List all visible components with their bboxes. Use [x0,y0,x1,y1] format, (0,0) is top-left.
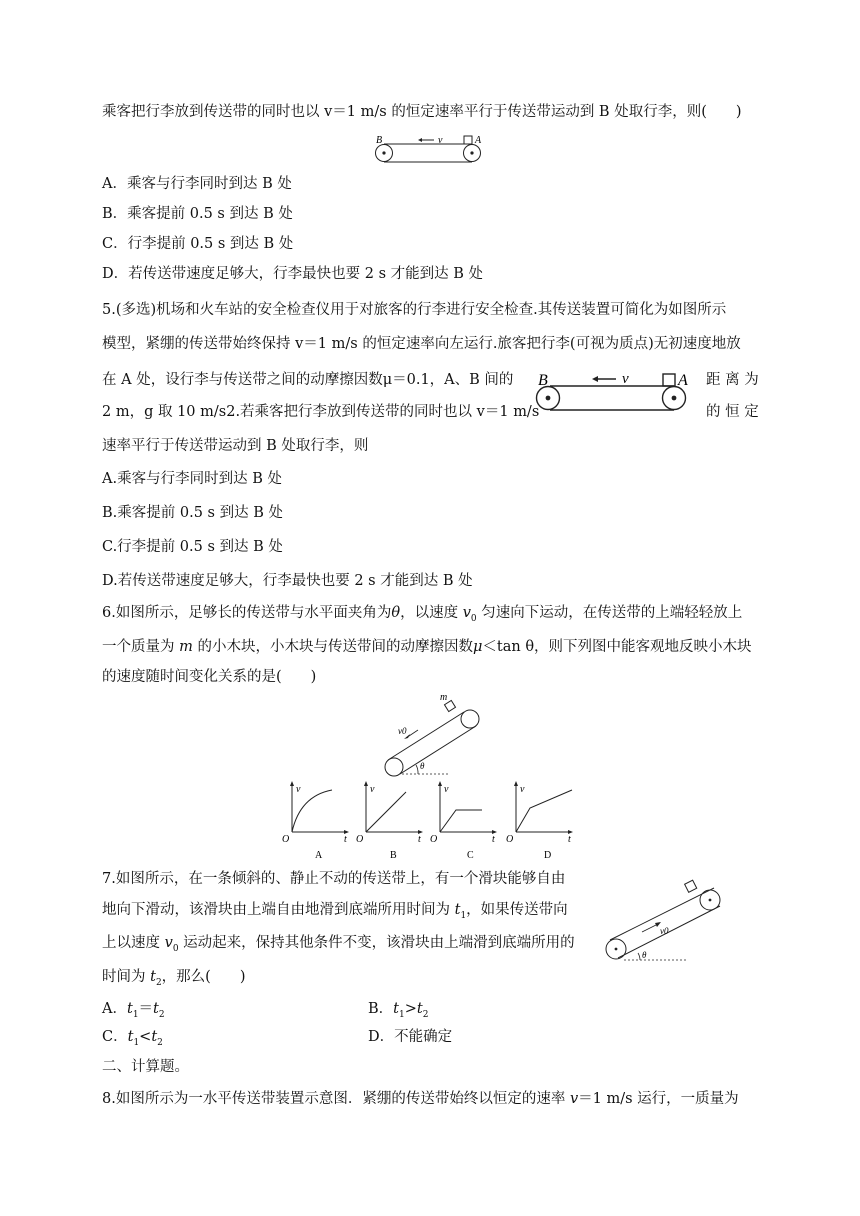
q6-graph-b-o: O [356,834,364,845]
q6-v0-sub: 0 [470,613,477,624]
q7-option-a-t1-sub: 1 [132,1009,139,1020]
q7-option-b-t1-sub: 1 [398,1009,405,1020]
q6-graph-c-t: t [492,834,495,845]
q7-line-2-pre: 地向下滑动，该滑块由上端自由地滑到底端所用时间为 [102,902,455,918]
q7-line-1: 7.如图所示，在一条倾斜的、静止不动的传送带上，有一个滑块能够自由 [102,871,566,887]
q4-conveyor-figure [372,134,492,170]
q4-label-v: v [438,135,443,146]
q7-line-3 [102,933,575,959]
q7-t1-sub: 1 [460,910,467,921]
q6-graph-a[interactable] [282,781,349,861]
q6-graph-a-label: A [315,850,323,861]
q7-option-a [102,999,165,1025]
q7-v0-sub: 0 [172,943,179,954]
q6-line-2 [102,637,752,657]
q5-line-5: 速率平行于传送带运动到 B 处取行李，则 [102,438,369,454]
q6-graph-c-v: v [444,784,449,795]
q5-label-v: v [622,371,629,387]
q6-graph-c-label: C [467,850,474,861]
q7-option-a-t1: t [126,1001,133,1017]
q7-option-c-t2: t [151,1029,158,1045]
q6-graph-a-t: t [344,834,347,845]
q6-graph-a-o: O [282,834,290,845]
q5-conveyor-figure [532,366,702,420]
q7-label-v0: v0 [660,926,669,936]
q6-graph-a-v: v [296,784,301,795]
q7-option-b-t2-sub: 2 [422,1009,429,1020]
q7-v0: v [164,935,173,951]
q7-option-a-t2-sub: 2 [158,1009,165,1020]
q6-graph-b-label: B [390,850,397,861]
q8-post: ＝1 m/s 运行，一质量为 [578,1091,739,1107]
q6-graph-c-o: O [430,834,438,845]
q7-option-d: D．不能确定 [368,1029,453,1045]
q6-graph-d-t: t [568,834,571,845]
q6-graph-d[interactable] [506,781,573,861]
q5-line-1: 5.(多选)机场和火车站的安全检查仪用于对旅客的行李进行安全检查.其传送装置可简化为如图所示 [102,302,727,318]
q7-option-c-rel: < [139,1029,152,1045]
q7-option-b-t1: t [393,1001,399,1017]
section-heading: 二、计算题。 [102,1059,189,1075]
q5-line-4-left: 2 m，g 取 10 m/s2.若乘客把行李放到传送带的同时也以 v＝1 m/s [102,404,540,420]
q7-line-3-post: 运动起来，保持其他条件不变，该滑块由上端滑到底端所用的 [178,935,575,951]
q6-m: m [179,639,193,655]
q6-label-m: m [440,692,448,703]
q4-stem-tail: 乘客把行李放到传送带的同时也以 v＝1 m/s 的恒定速率平行于传送带运动到 B 处取行李，则( ) [102,104,742,120]
q8-pre: 8.如图所示为一水平传送带装置示意图．紧绷的传送带始终以恒定的速率 [102,1091,570,1107]
q6-graph-b-t: t [418,834,421,845]
q6-graph-d-o: O [506,834,514,845]
q6-line-1-mid: ，以速度 [400,605,463,621]
q6-theta: θ [391,605,401,621]
q4-option-c: C．行李提前 0.5 s 到达 B 处 [102,236,294,252]
q7-option-c-t2-sub: 2 [157,1037,163,1048]
q6-graph-d-v: v [520,784,525,795]
q7-option-c-t1: t [127,1029,134,1045]
q6-graph-b-v: v [370,784,375,795]
q6-graph-c[interactable] [430,781,497,861]
q6-line-2-post: ＜tan θ，则下列图中能客观地反映小木块 [482,639,752,655]
q4-label-a: A [475,135,482,146]
q6-line-1 [102,603,742,629]
q7-option-c-t1-sub: 1 [133,1037,140,1048]
q7-line-3-pre: 上以速度 [102,935,165,951]
q5-line-2: 模型，紧绷的传送带始终保持 v＝1 m/s 的恒定速率向左运行.旅客把行李(可视为质点)无初速度地放 [102,336,741,352]
q6-line-2-pre: 一个质量为 [102,639,180,655]
q7-t2-sub: 2 [155,977,162,988]
q5-option-b: B.乘客提前 0.5 s 到达 B 处 [102,505,283,521]
q7-t2: t [150,969,156,985]
q6-incline-figure [378,690,488,784]
q7-option-b-t2: t [416,1001,423,1017]
q6-graphs [282,778,582,870]
q7-option-c-prefix: C． [102,1029,128,1045]
q5-line-3-left: 在 A 处，设行李与传送带之间的动摩擦因数μ＝0.1，A、B 间的 [102,372,514,388]
q7-option-b [368,999,428,1025]
q7-line-4 [102,967,246,993]
q7-option-a-t2: t [153,1001,159,1017]
q5-option-c: C.行李提前 0.5 s 到达 B 处 [102,539,283,555]
q5-label-b: B [538,372,548,389]
q6-line-2-mid: 的小木块，小木块与传送带间的动摩擦因数 [192,639,473,655]
q4-label-b: B [376,135,383,146]
q8-line-1 [102,1089,739,1109]
q7-option-a-prefix: A． [102,1001,127,1017]
q6-label-v0: v0 [398,726,407,736]
q7-option-c [102,1027,163,1053]
q4-option-b: B．乘客提前 0.5 s 到达 B 处 [102,206,293,222]
q6-mu: μ [472,639,483,655]
q7-option-a-rel: ＝ [138,1001,154,1017]
q6-label-theta: θ [420,761,425,771]
q8-v: v [569,1091,579,1107]
q6-graph-b[interactable] [356,781,423,861]
q7-option-b-prefix: B． [368,1001,394,1017]
q7-t1: t [454,902,461,918]
q5-line-4-right: 的 恒 定 [706,404,759,420]
q5-option-d: D.若传送带速度足够大，行李最快也要 2 s 才能到达 B 处 [102,573,473,589]
q5-label-a: A [678,372,688,389]
q7-line-4-post: ，那么( ) [161,969,246,985]
q7-line-2-post: ，如果传送带向 [466,902,568,918]
q5-option-a: A.乘客与行李同时到达 B 处 [102,471,282,487]
q6-line-1-pre: 6.如图所示，足够长的传送带与水平面夹角为 [102,605,392,621]
q7-option-b-rel: > [404,1001,417,1017]
q7-line-4-pre: 时间为 [102,969,151,985]
q5-line-3-right: 距 离 为 [706,372,759,388]
q6-v0: v [462,605,471,621]
q6-line-3: 的速度随时间变化关系的是( ) [102,669,317,685]
q7-incline-figure [596,872,726,972]
q6-graph-d-label: D [544,850,552,861]
q7-line-2 [102,900,568,926]
q4-option-d: D．若传送带速度足够大，行李最快也要 2 s 才能到达 B 处 [102,266,483,282]
q7-label-theta: θ [642,950,647,960]
q4-option-a: A．乘客与行李同时到达 B 处 [102,176,292,192]
q6-line-1-post: 匀速向下运动，在传送带的上端轻轻放上 [476,605,743,621]
